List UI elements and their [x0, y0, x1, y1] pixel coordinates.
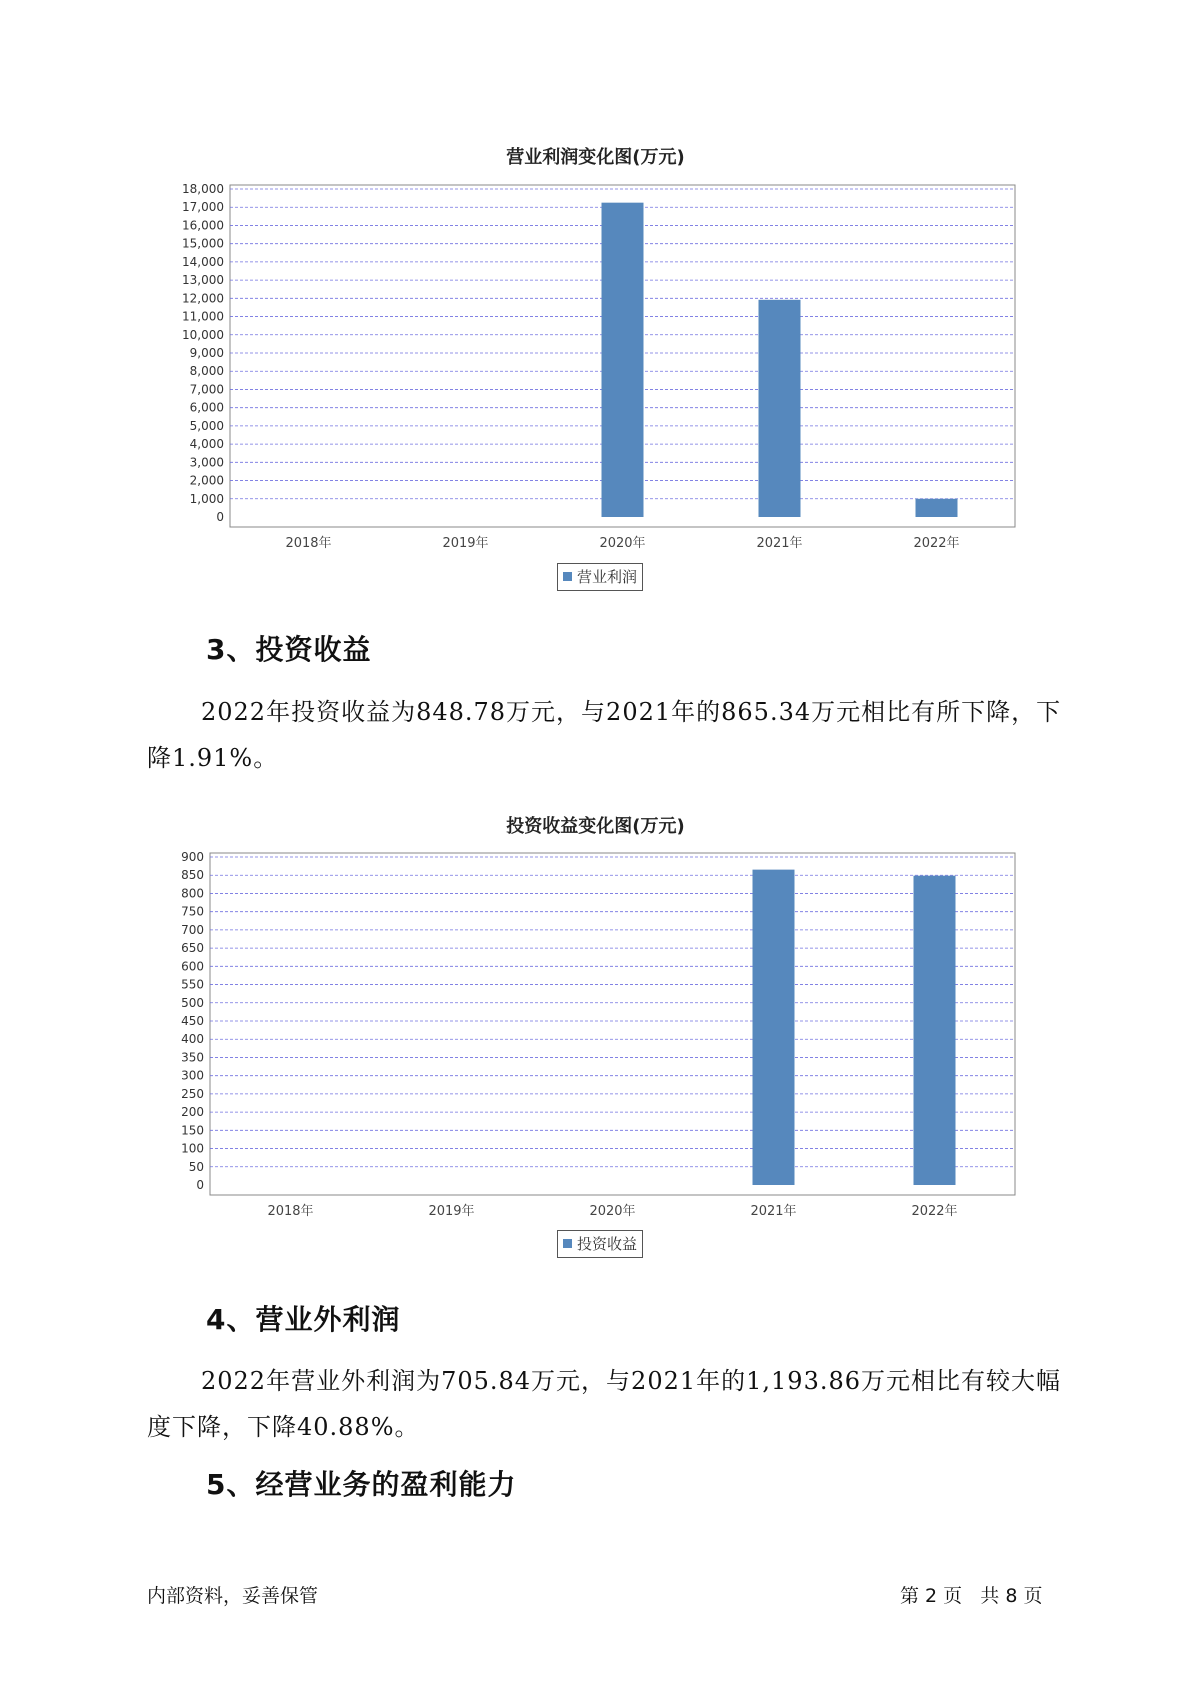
x-tick-label: 2022年 [913, 536, 960, 551]
y-tick-label: 3,000 [189, 455, 224, 470]
x-tick-label: 2021年 [756, 536, 803, 551]
x-tick-label: 2019年 [442, 536, 489, 551]
chart2-legend [557, 1230, 643, 1258]
y-tick-label: 0 [216, 510, 224, 524]
x-tick-label: 2022年 [911, 1204, 958, 1219]
y-tick-label: 50 [188, 1159, 204, 1174]
chart1-operating-profit [0, 175, 1191, 555]
y-tick-label: 8,000 [189, 364, 224, 379]
footer-left: 内部资料，妥善保管 [147, 1585, 319, 1607]
y-tick-label: 15,000 [182, 236, 224, 251]
y-tick-label: 0 [196, 1178, 204, 1192]
chart1-legend-label: 营业利润 [577, 568, 638, 586]
y-tick-label: 800 [181, 886, 204, 901]
y-tick-label: 600 [181, 959, 204, 974]
y-tick-label: 150 [181, 1123, 204, 1138]
footer-page-number: 第 2 页 共 8 页 [900, 1585, 1043, 1607]
x-tick-label: 2020年 [589, 1204, 636, 1219]
bar [916, 499, 958, 517]
legend-swatch [563, 572, 572, 581]
chart1-title: 营业利润变化图(万元) [506, 147, 685, 168]
chart2-investment-income [0, 843, 1191, 1223]
y-tick-label: 16,000 [182, 218, 224, 233]
bar [914, 876, 956, 1185]
plot-frame [210, 853, 1015, 1195]
section4-heading: 4、营业外利润 [206, 1303, 401, 1336]
y-tick-label: 450 [181, 1014, 204, 1028]
y-tick-label: 18,000 [182, 182, 224, 196]
chart2-legend-label: 投资收益 [577, 1235, 638, 1253]
y-tick-label: 17,000 [182, 200, 224, 215]
section3-text: 2022年投资收益为848.78万元，与2021年的865.34万元相比有所下降，下降1.91%。 [147, 698, 1062, 772]
y-tick-label: 250 [181, 1086, 204, 1101]
y-tick-label: 550 [181, 977, 204, 992]
chart1-legend [557, 563, 643, 591]
y-tick-label: 9,000 [189, 346, 224, 360]
y-tick-label: 6,000 [189, 400, 224, 415]
y-tick-label: 14,000 [182, 254, 224, 269]
y-tick-label: 10,000 [182, 327, 224, 342]
y-tick-label: 200 [181, 1105, 204, 1120]
x-tick-label: 2018年 [285, 536, 332, 551]
y-tick-label: 850 [181, 868, 204, 883]
y-tick-label: 400 [181, 1032, 204, 1047]
y-tick-label: 650 [181, 941, 204, 956]
y-tick-label: 2,000 [189, 473, 224, 488]
bar [602, 203, 644, 517]
chart2-title: 投资收益变化图(万元) [506, 816, 685, 837]
y-tick-label: 4,000 [189, 437, 224, 452]
y-tick-label: 11,000 [182, 309, 224, 324]
y-tick-label: 350 [181, 1050, 204, 1065]
x-tick-label: 2021年 [750, 1204, 797, 1219]
x-tick-label: 2020年 [599, 536, 646, 551]
y-tick-label: 12,000 [182, 291, 224, 306]
y-tick-label: 1,000 [189, 491, 224, 506]
y-tick-label: 5,000 [189, 418, 224, 433]
y-tick-label: 300 [181, 1068, 204, 1083]
legend-swatch [563, 1239, 572, 1248]
x-tick-label: 2019年 [428, 1204, 475, 1219]
y-tick-label: 13,000 [182, 273, 224, 288]
bar [753, 870, 795, 1185]
y-tick-label: 700 [181, 922, 204, 937]
section5-heading: 5、经营业务的盈利能力 [206, 1468, 517, 1501]
x-tick-label: 2018年 [267, 1204, 314, 1219]
y-tick-label: 7,000 [189, 382, 224, 397]
y-tick-label: 750 [181, 904, 204, 919]
section4-text: 2022年营业外利润为705.84万元，与2021年的1,193.86万元相比有较大幅度下降，下降40.88%。 [147, 1367, 1062, 1441]
bar [759, 300, 801, 517]
y-tick-label: 500 [181, 995, 204, 1010]
y-tick-label: 100 [181, 1141, 204, 1156]
section3-heading: 3、投资收益 [206, 633, 372, 666]
y-tick-label: 900 [181, 850, 204, 864]
